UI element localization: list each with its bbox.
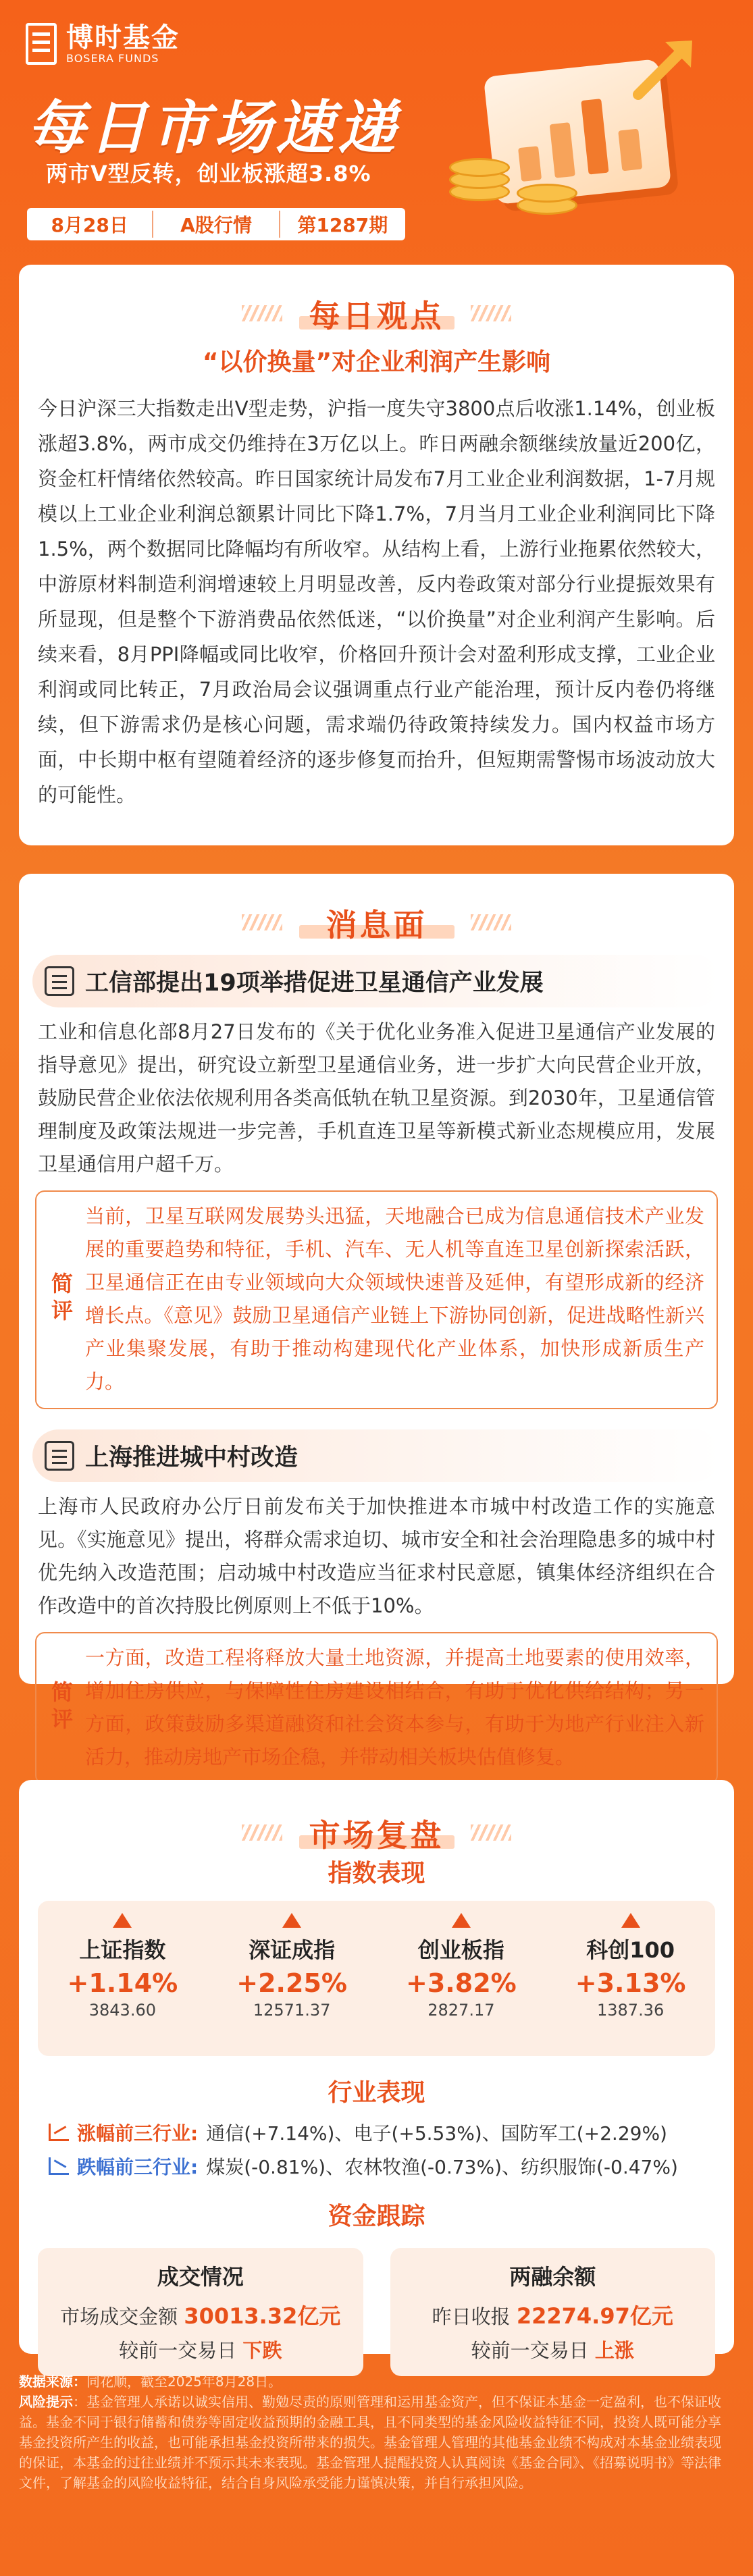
brand-logo: [26, 23, 180, 65]
issue-number: 第1287期: [297, 214, 388, 236]
news-card: [19, 874, 734, 1768]
comment-label: 简评: [48, 1681, 74, 1735]
arrow-up-icon: [625, 27, 706, 108]
index-change: +3.13%: [575, 1968, 686, 1998]
brand-name-cn: 博时基金: [66, 22, 180, 53]
index-change: +2.25%: [236, 1968, 347, 1998]
fund-section-title: 资金跟踪: [19, 2197, 734, 2232]
index-value: 2827.17: [427, 2001, 495, 2020]
page-title: 每日市场速递: [27, 95, 400, 162]
daily-view-headline: “以价换量”对企业利润产生影响: [202, 348, 551, 376]
logo-icon: [26, 23, 57, 65]
footer: [19, 2371, 734, 2493]
daily-view-card: [19, 265, 734, 845]
comment-label: 简评: [48, 1272, 74, 1326]
index-name: 上证指数: [79, 1937, 166, 1963]
index-value: 1387.36: [597, 2001, 665, 2020]
news-title: 消息面: [19, 894, 734, 948]
comment-text: 一方面，改造工程将释放大量土地资源，并提高土地要素的使用效率，增加住房供应，与保障性住房建设相结合，有助于优化供给结构；另一方面，政策鼓励多渠道融资和社会资本参与，有助于为地产行业注入新活力，推动房地产市场企稳，并带动相关板块估值修复。: [85, 1646, 704, 1768]
news-item-comment: [35, 1632, 718, 1785]
index-item: [387, 1913, 536, 2020]
header: [0, 0, 753, 250]
index-change: +3.82%: [406, 1968, 517, 1998]
turnover-change: 较前一交易日 下跌: [119, 2339, 282, 2362]
market-card: [19, 1780, 734, 2362]
trend-up-icon: [49, 2124, 69, 2141]
index-change: +1.14%: [67, 1968, 178, 1998]
up-triangle-icon: [113, 1913, 132, 1928]
top-gainers-label: 涨幅前三行业:: [77, 2122, 199, 2145]
issue-date: 8月28日: [27, 211, 153, 238]
coin-icon: [449, 158, 510, 177]
issue-category: A股行情: [153, 211, 280, 238]
top-gainers-row: [19, 2119, 734, 2146]
index-name: 科创100: [586, 1937, 675, 1963]
fund-panels: [38, 2248, 715, 2376]
issue-tag-bar: [27, 208, 405, 240]
header-illustration: [442, 27, 712, 236]
document-icon: [45, 966, 74, 996]
margin-panel: [390, 2248, 716, 2376]
margin-title: 两融余额: [509, 2264, 596, 2290]
up-triangle-icon: [621, 1913, 640, 1928]
coin-icon: [517, 184, 577, 203]
data-source: 数据来源：同花顺，截至2025年8月28日。: [19, 2373, 282, 2390]
news-item-title: 上海推进城中村改造: [85, 1444, 298, 1471]
top-losers-row: [19, 2153, 734, 2180]
index-item: [48, 1913, 197, 2020]
turnover-title: 成交情况: [157, 2264, 244, 2290]
index-value: 3843.60: [88, 2001, 156, 2020]
news-item-title: 工信部提出19项举措促进卫星通信产业发展: [85, 970, 544, 997]
turnover-panel: [38, 2248, 363, 2376]
news-item-body: 上海市人民政府办公厅日前发布关于加快推进本市城中村改造工作的实施意见。《实施意见》提出，将群众需求迫切、城市安全和社会治理隐患多的城中村优先纳入改造范围；启动城中村改造应当征求村民意愿，镇集体经济组织在合作改造中的首次持股比例原则上不低于10%。: [38, 1495, 715, 1617]
document-icon: [45, 1441, 74, 1471]
index-panel: [38, 1901, 715, 2056]
news-item-heading: [32, 955, 721, 1007]
index-name: 深证成指: [249, 1937, 336, 1963]
news-item-heading: [32, 1429, 721, 1482]
daily-view-title: 每日观点: [19, 285, 734, 339]
news-item-body: 工业和信息化部8月27日发布的《关于优化业务准入促进卫星通信产业发展的指导意见》提出，研究设立新型卫星通信业务，进一步扩大向民营企业开放，鼓励民营企业依法依规利用各类高低轨在轨卫星资源。到2030年，卫星通信管理制度及政策法规进一步完善，手机直连卫星等新模式新业态规模应用，发展卫星通信用户超千万。: [38, 1020, 715, 1176]
market-title: 市场复盘: [19, 1804, 734, 1858]
turnover-amount: 市场成交金额 30013.32亿元: [60, 2303, 341, 2329]
index-section-title: 指数表现: [19, 1854, 734, 1889]
top-losers-list: 煤炭(-0.81%)、农林牧渔(-0.73%)、纺织服饰(-0.47%): [206, 2156, 678, 2178]
brand-name-en: BOSERA FUNDS: [66, 52, 159, 65]
news-item-comment: [35, 1190, 718, 1409]
index-value: 12571.37: [253, 2001, 331, 2020]
index-item: [217, 1913, 366, 2020]
index-item: [556, 1913, 705, 2020]
page-subtitle: 两市V型反转，创业板涨超3.8%: [46, 161, 371, 186]
top-gainers-list: 通信(+7.14%)、电子(+5.53%)、国防军工(+2.29%): [206, 2122, 667, 2145]
up-triangle-icon: [282, 1913, 301, 1928]
index-name: 创业板指: [417, 1937, 504, 1963]
margin-change: 较前一交易日 上涨: [471, 2339, 634, 2362]
up-triangle-icon: [452, 1913, 471, 1928]
daily-view-body: 今日沪深三大指数走出V型走势，沪指一度失守3800点后收涨1.14%，创业板涨超3.8%，两市成交仍维持在3万亿以上。昨日两融余额继续放量近200亿，资金杠杆情绪依然较高。昨日国家统计局发布7月工业企业利润数据，1-7月规模以上工业企业利润总额累计同比下降1.7%，7月当月工业企业利润同比下降1.5%，两个数据同比降幅均有所收窄。从结构上看，上游行业拖累依然较大，中游原材料制造利润增速较上月明显改善，反内卷政策对部分行业提振效果有所显现，但是整个下游消费品依然低迷，“以价换量”对企业利润产生影响。后续来看，8月PPI降幅或同比收窄，价格回升预计会对盈利形成支撑，工业企业利润或同比转正，7月政治局会议强调重点行业产能治理，预计反内卷仍将继续，但下游需求仍是核心问题，需求端仍待政策持续发力。国内权益市场方面，中长期中枢有望随着经济的逐步修复而抬升，但短期需警惕市场波动放大的可能性。: [38, 397, 715, 806]
risk-disclaimer: 风险提示：基金管理人承诺以诚实信用、勤勉尽责的原则管理和运用基金资产，但不保证本基金一定盈利，也不保证收益。基金不同于银行储蓄和债券等固定收益预期的金融工具，且不同类型的基金风险收益特征不同，投资人既可能分享基金投资所产生的收益，也可能承担基金投资所带来的损失。基金管理人管理的其他基金业绩不构成对本基金业绩表现的保证，本基金的过往业绩并不预示其未来表现。基金管理人提醒投资人认真阅读《基金合同》、《招募说明书》等法律文件，了解基金的风险收益特征，结合自身风险承受能力谨慎决策，并自行承担风险。: [19, 2394, 721, 2491]
top-losers-label: 跌幅前三行业:: [77, 2156, 199, 2178]
comment-text: 当前，卫星互联网发展势头迅猛，天地融合已成为信息通信技术产业发展的重要趋势和特征，手机、汽车、无人机等直连卫星创新探索活跃，卫星通信正在由专业领域向大众领域快速普及延伸，有望形成新的经济增长点。《意见》鼓励卫星通信产业链上下游协同创新，促进战略性新兴产业集聚发展，有助于推动构建现代化产业体系，加快形成新质生产力。: [85, 1205, 704, 1393]
margin-amount: 昨日收报 22274.97亿元: [432, 2303, 673, 2329]
industry-section-title: 行业表现: [19, 2074, 734, 2108]
trend-down-icon: [49, 2157, 69, 2175]
